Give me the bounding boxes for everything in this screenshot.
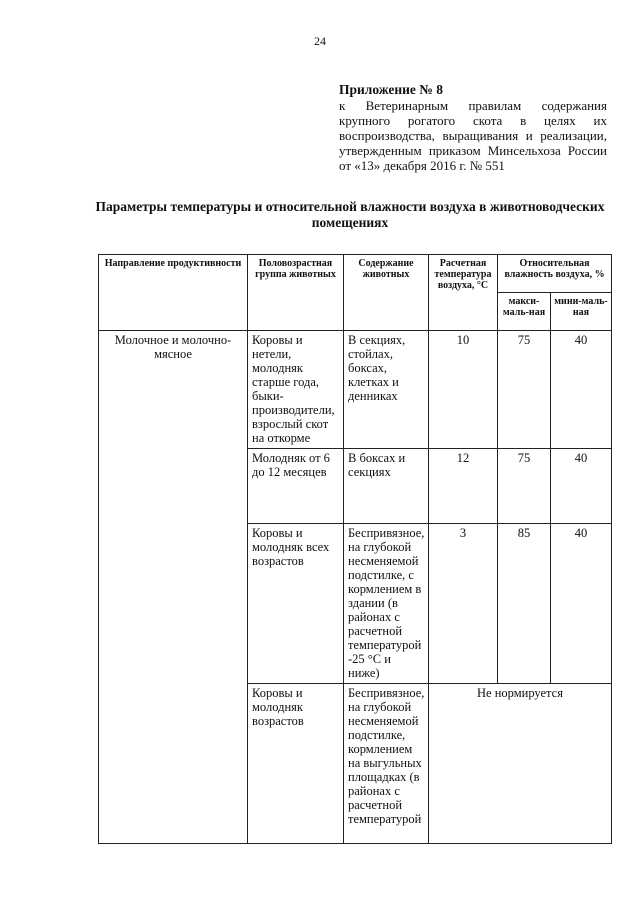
appendix-line: от «13» декабря 2016 г. № 551 [339,158,505,173]
table-header-row [99,255,612,293]
header-humidity: Относительная влажность воздуха, % [498,255,612,293]
temperature-cell: 3 [429,524,498,684]
appendix-block [339,82,607,173]
header-max: макси-маль-ная [498,293,551,331]
page-bottom-margin [96,849,616,909]
group-cell: Молодняк от 6 до 12 месяцев [248,449,344,524]
humidity-min-cell: 40 [551,524,612,684]
housing-cell: Беспривязное, на глубокой несменяемой подстилке, кормлением на выгульных площадках (в районах с расчетной температурой [344,684,429,844]
direction-cell: Молочное и молочно-мясное [99,331,248,844]
appendix-line: к Ветеринарным правилам содержания [339,98,607,113]
appendix-line: утвержденным приказом Минсельхоза России [339,143,607,158]
table-row [99,331,612,449]
housing-cell: Беспривязное, на глубокой несменяемой подстилке, с кормлением в здании (в районах с расчетной температурой -25 °С и ниже) [344,524,429,684]
temperature-cell: 12 [429,449,498,524]
appendix-line: крупного рогатого скота в целях их [339,113,607,128]
header-min: мини-маль-ная [551,293,612,331]
temperature-cell: 10 [429,331,498,449]
header-temperature: Расчетная температура воздуха, °С [429,255,498,331]
humidity-max-cell: 85 [498,524,551,684]
humidity-max-cell: 75 [498,449,551,524]
housing-cell: В секциях, стойлах, боксах, клетках и денниках [344,331,429,449]
header-housing: Содержание животных [344,255,429,331]
group-cell: Коровы и молодняк возрастов [248,684,344,844]
header-direction: Направление продуктивности [99,255,248,331]
not-normalized-cell: Не нормируется [429,684,612,844]
parameters-table [98,254,612,844]
page-number: 24 [314,34,326,48]
humidity-max-cell: 75 [498,331,551,449]
appendix-title: Приложение № 8 [339,82,443,97]
housing-cell: В боксах и секциях [344,449,429,524]
appendix-line: воспроизводства, выращивания и реализации, [339,128,607,143]
document-title: Параметры температуры и относительной влажности воздуха в животноводческих помещениях [95,199,605,230]
group-cell: Коровы и нетели, молодняк старше года, быки-производители, взрослый скот на откорме [248,331,344,449]
header-group: Половозрастная группа животных [248,255,344,331]
group-cell: Коровы и молодняк всех возрастов [248,524,344,684]
humidity-min-cell: 40 [551,331,612,449]
humidity-min-cell: 40 [551,449,612,524]
